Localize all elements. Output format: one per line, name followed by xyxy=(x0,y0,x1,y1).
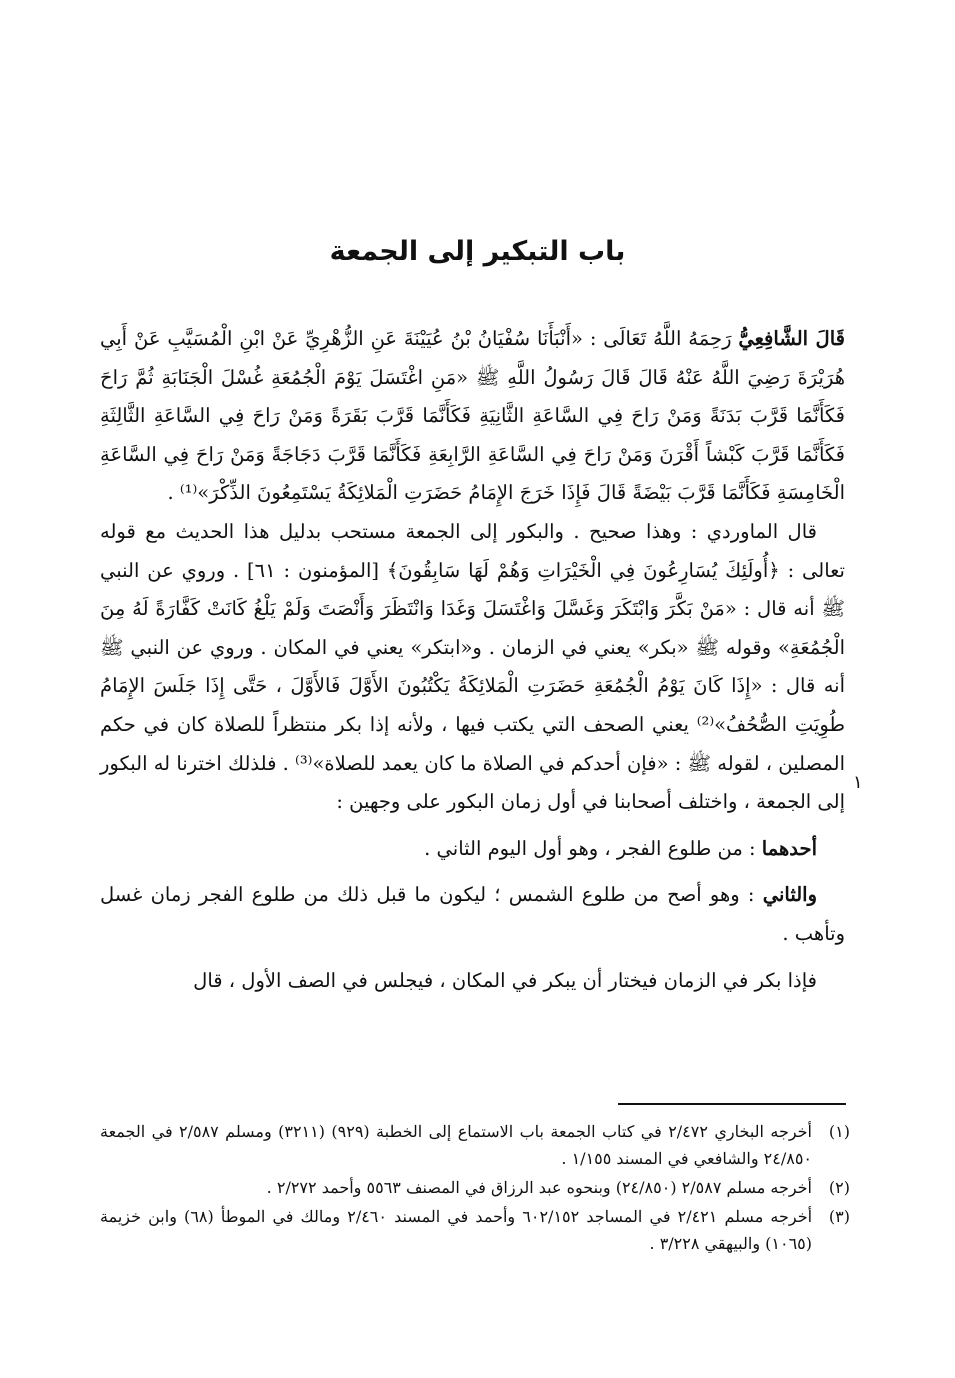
footnote-text: أخرجه البخاري ٢/٤٧٢ في كتاب الجمعة باب الاستماع إلى الخطبة (٩٢٩) (٣٢١١) ومسلم ٢/٥٨٧ في الجمعة ٢٤/٨٥٠ والشافعي في المسند ١/١٥٥ . xyxy=(100,1122,813,1168)
footnote-item xyxy=(100,1174,850,1201)
chapter-title: باب التبكير إلى الجمعة xyxy=(329,236,626,267)
footnote-number: (٣) xyxy=(828,1207,850,1226)
speaker-name: قَالَ الشَّافِعِيُّ xyxy=(738,327,845,350)
first-view-text: : من طلوع الفجر ، وهو أول اليوم الثاني . xyxy=(424,836,756,860)
second-view-text: : وهو أصح من طلوع الشمس ؛ ليكون ما قبل ذلك من طلوع الفجر زمان غسل وتأهب . xyxy=(100,883,845,945)
footnote-text: أخرجه مسلم ٢/٥٨٧ (٢٤/٨٥٠) وبنحوه عبد الرزاق في المصنف ٥٥٦٣ وأحمد ٢/٢٧٢ . xyxy=(266,1178,812,1197)
margin-mark: ١ xyxy=(853,772,863,793)
paragraph-hadith xyxy=(100,320,845,513)
footnote-divider xyxy=(618,1103,846,1105)
paragraph-second-view xyxy=(100,876,845,953)
footnote-number: (١) xyxy=(828,1122,850,1141)
footnote-text: أخرجه مسلم ٢/٤٢١ في المساجد ٦٠٢/١٥٢ وأحمد في المسند ٢/٤٦٠ ومالك في الموطأ (٦٨) وابن خزيمة (١٠٦٥) والبيهقي ٣/٢٢٨ . xyxy=(100,1207,813,1253)
footnote-number: (٢) xyxy=(828,1178,850,1197)
paragraph-first-view xyxy=(100,830,845,869)
main-text xyxy=(100,320,845,1000)
hadith-text: رَحِمَهُ اللَّهُ تَعَالَى : «أَنْبَأَنَا سُفْيَانُ بْنُ عُيَيْنَةَ عَنِ الزُّهْرِيِّ عَنْ ابْنِ الْمُسَيَّبِ عَنْ أَبِي هُرَيْرَةَ رَضِيَ اللَّهُ عَنْهُ قَالَ قَالَ رَسُولُ اللَّهِ ﷺ «مَنِ اغْتَسَلَ يَوْمَ الْجُمُعَةِ غُسْلَ الْجَنَابَةِ ثُمَّ رَاحَ فَكَأَنَّمَا قَرَّبَ بَدَنَةً وَمَنْ رَاحَ فِي السَّاعَةِ الثَّانِيَةِ فَكَأَنَّمَا قَرَّبَ بَقَرَةً وَمَنْ رَاحَ فِي السَّاعَةِ الثَّالِثَةِ فَكَأَنَّمَا قَرَّبَ كَبْشاً أَقْرَنَ وَمَنْ رَاحَ فِي السَّاعَةِ الرَّابِعَةِ فَكَأَنَّمَا قَرَّبَ دَجَاجَةً وَمَنْ رَاحَ فِي السَّاعَةِ الْخَامِسَةِ فَكَأَنَّمَا قَرَّبَ بَيْضَةً قَالَ فَإِذَا خَرَجَ الإِمَامُ حَضَرَتِ الْمَلائِكَةُ يَسْتَمِعُونَ الذِّكْرَ»⁽¹⁾ . xyxy=(100,327,845,505)
footnotes xyxy=(100,1118,850,1259)
paragraph-commentary: قال الماوردي : وهذا صحيح . والبكور إلى الجمعة مستحب بدليل هذا الحديث مع قوله تعالى : ﴿أُولَئِكَ يُسَارِعُونَ فِي الْخَيْرَاتِ وَهُمْ لَهَا سَابِقُونَ﴾ [المؤمنون : ٦١] . وروي عن النبي ﷺ أنه قال : «مَنْ بَكَّرَ وَابْتَكَرَ وَغَسَّلَ وَاغْتَسَلَ وَغَدَا وَانْتَظَرَ وَأَنْصَتَ وَلَمْ يَلْغُ كَانَتْ كَفَّارَةً لَهُ مِنَ الْجُمُعَةِ» وقوله ﷺ «بكر» يعني في الزمان . و«ابتكر» يعني في المكان . وروي عن النبي ﷺ أنه قال : «إِذَا كَانَ يَوْمُ الْجُمُعَةِ حَضَرَتِ الْمَلائِكَةُ يَكْتُبُونَ الأَوَّلَ فَالأَوَّلَ ، حَتَّى إِذَا جَلَسَ الإِمَامُ طُوِيَتِ الصُّحُفُ»⁽²⁾ يعني الصحف التي يكتب فيها ، ولأنه إذا بكر منتظراً للصلاة كان في حكم المصلين ، لقوله ﷺ : «فإن أحدكم في الصلاة ما كان يعمد للصلاة»⁽³⁾ . فلذلك اخترنا له البكور إلى الجمعة ، واختلف أصحابنا في أول زمان البكور على وجهين : xyxy=(100,519,845,814)
footnote-item xyxy=(100,1118,850,1172)
paragraph-last: فإذا بكر في الزمان فيختار أن يبكر في المكان ، فيجلس في الصف الأول ، قال xyxy=(193,968,817,992)
footnote-item xyxy=(100,1203,850,1257)
first-view-label: أحدهما xyxy=(761,836,817,860)
second-view-label: والثاني xyxy=(762,883,817,907)
